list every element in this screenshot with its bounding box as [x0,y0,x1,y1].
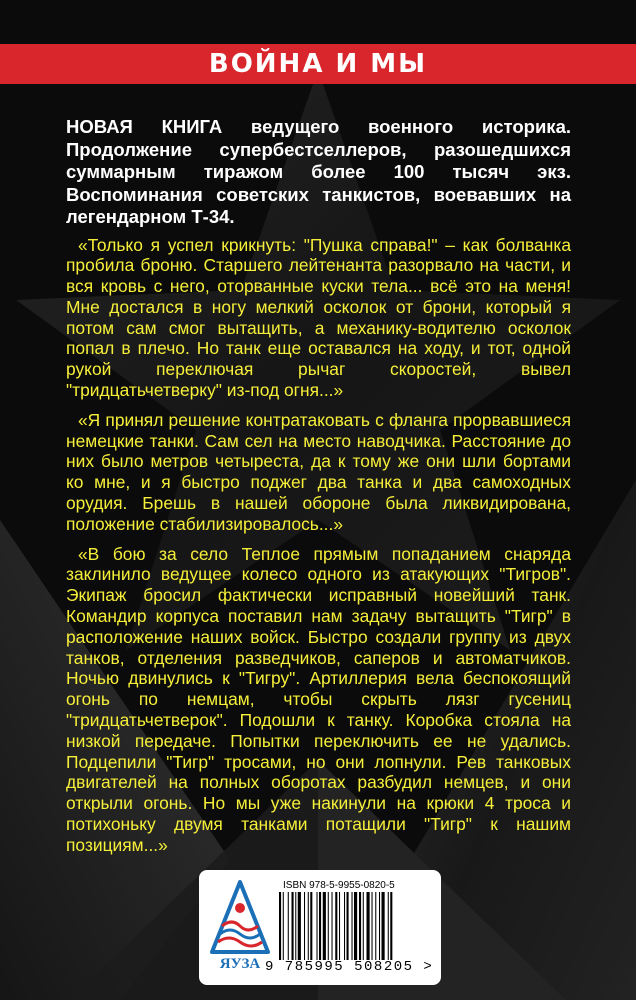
series-title: ВОЙНА И МЫ [208,49,428,79]
quote-paragraph-1: «Только я успел крикнуть: "Пушка справа!" – как болванка пробила броню. Старшего лейтенанта разорвало на части, и вся кровь с него, оторванные куски тела... всё это на меня! Мне достался в ногу мелкий осколок от брони, который я потом сам смог вытащить, а механику-водителю осколок попал в плечо. Но танк еще оставался на ходу, и тот, одной рукой переключая рычаг скоростей, вывел "тридцатьчетверку" из-под огня...» [66,234,571,401]
quote-paragraph-2: «Я принял решение контратаковать с фланга прорвавшиеся немецкие танки. Сам сел на место наводчика. Расстояние до них было метров четыреста, да к тому же они шли бортами ко мне, и я быстро поджег два танка и два самоходных орудия. Брешь в нашей обороне была ликвидирована, положение стабилизировалось...» [66,409,571,534]
barcode-graphic [279,892,425,960]
isbn-label: ISBN 978-5-9955-0820-5 [283,880,395,891]
ean-digits: 9 785995 508205 > [265,959,434,975]
quote-paragraph-3: «В бою за село Теплое прямым попаданием снаряда заклинило ведущее колесо одного из атакующих "Тигров". Экипаж бросил фактически исправный новейший танк. Командир корпуса поставил нам задачу вытащить "Тигр" в расположение наших войск. Быстро создали группу из двух танков, отделения разведчиков, саперов и автоматчиков. Ночью двинулись к "Тигру". Артиллерия вела беспокоящий огонь по немцам, чтобы скрыть лязг гусениц "тридцатьчетверок". Подошли к танку. Коробка стояла на низкой передаче. Попытки переключить ее не удались. Подцепили "Тигр" тросами, но они лопнули. Рев танковых двигателей на полных оборотах разбудил немцев, и они открыли огонь. Но мы уже накинули на крюки 4 троса и потихоньку двумя танками потащили "Тигр" к нашим позициям...» [66,543,571,855]
series-banner [0,44,636,84]
intro-paragraph: НОВАЯ КНИГА ведущего военного историка. Продолжение супербестселлеров, разошедшихся суммарным тиражом более 100 тысяч экз. Воспоминания советских танкистов, воевавших на легендарном Т-34. [66,116,571,227]
publisher-name: ЯУЗА [219,956,261,972]
annotation-text [66,116,571,865]
